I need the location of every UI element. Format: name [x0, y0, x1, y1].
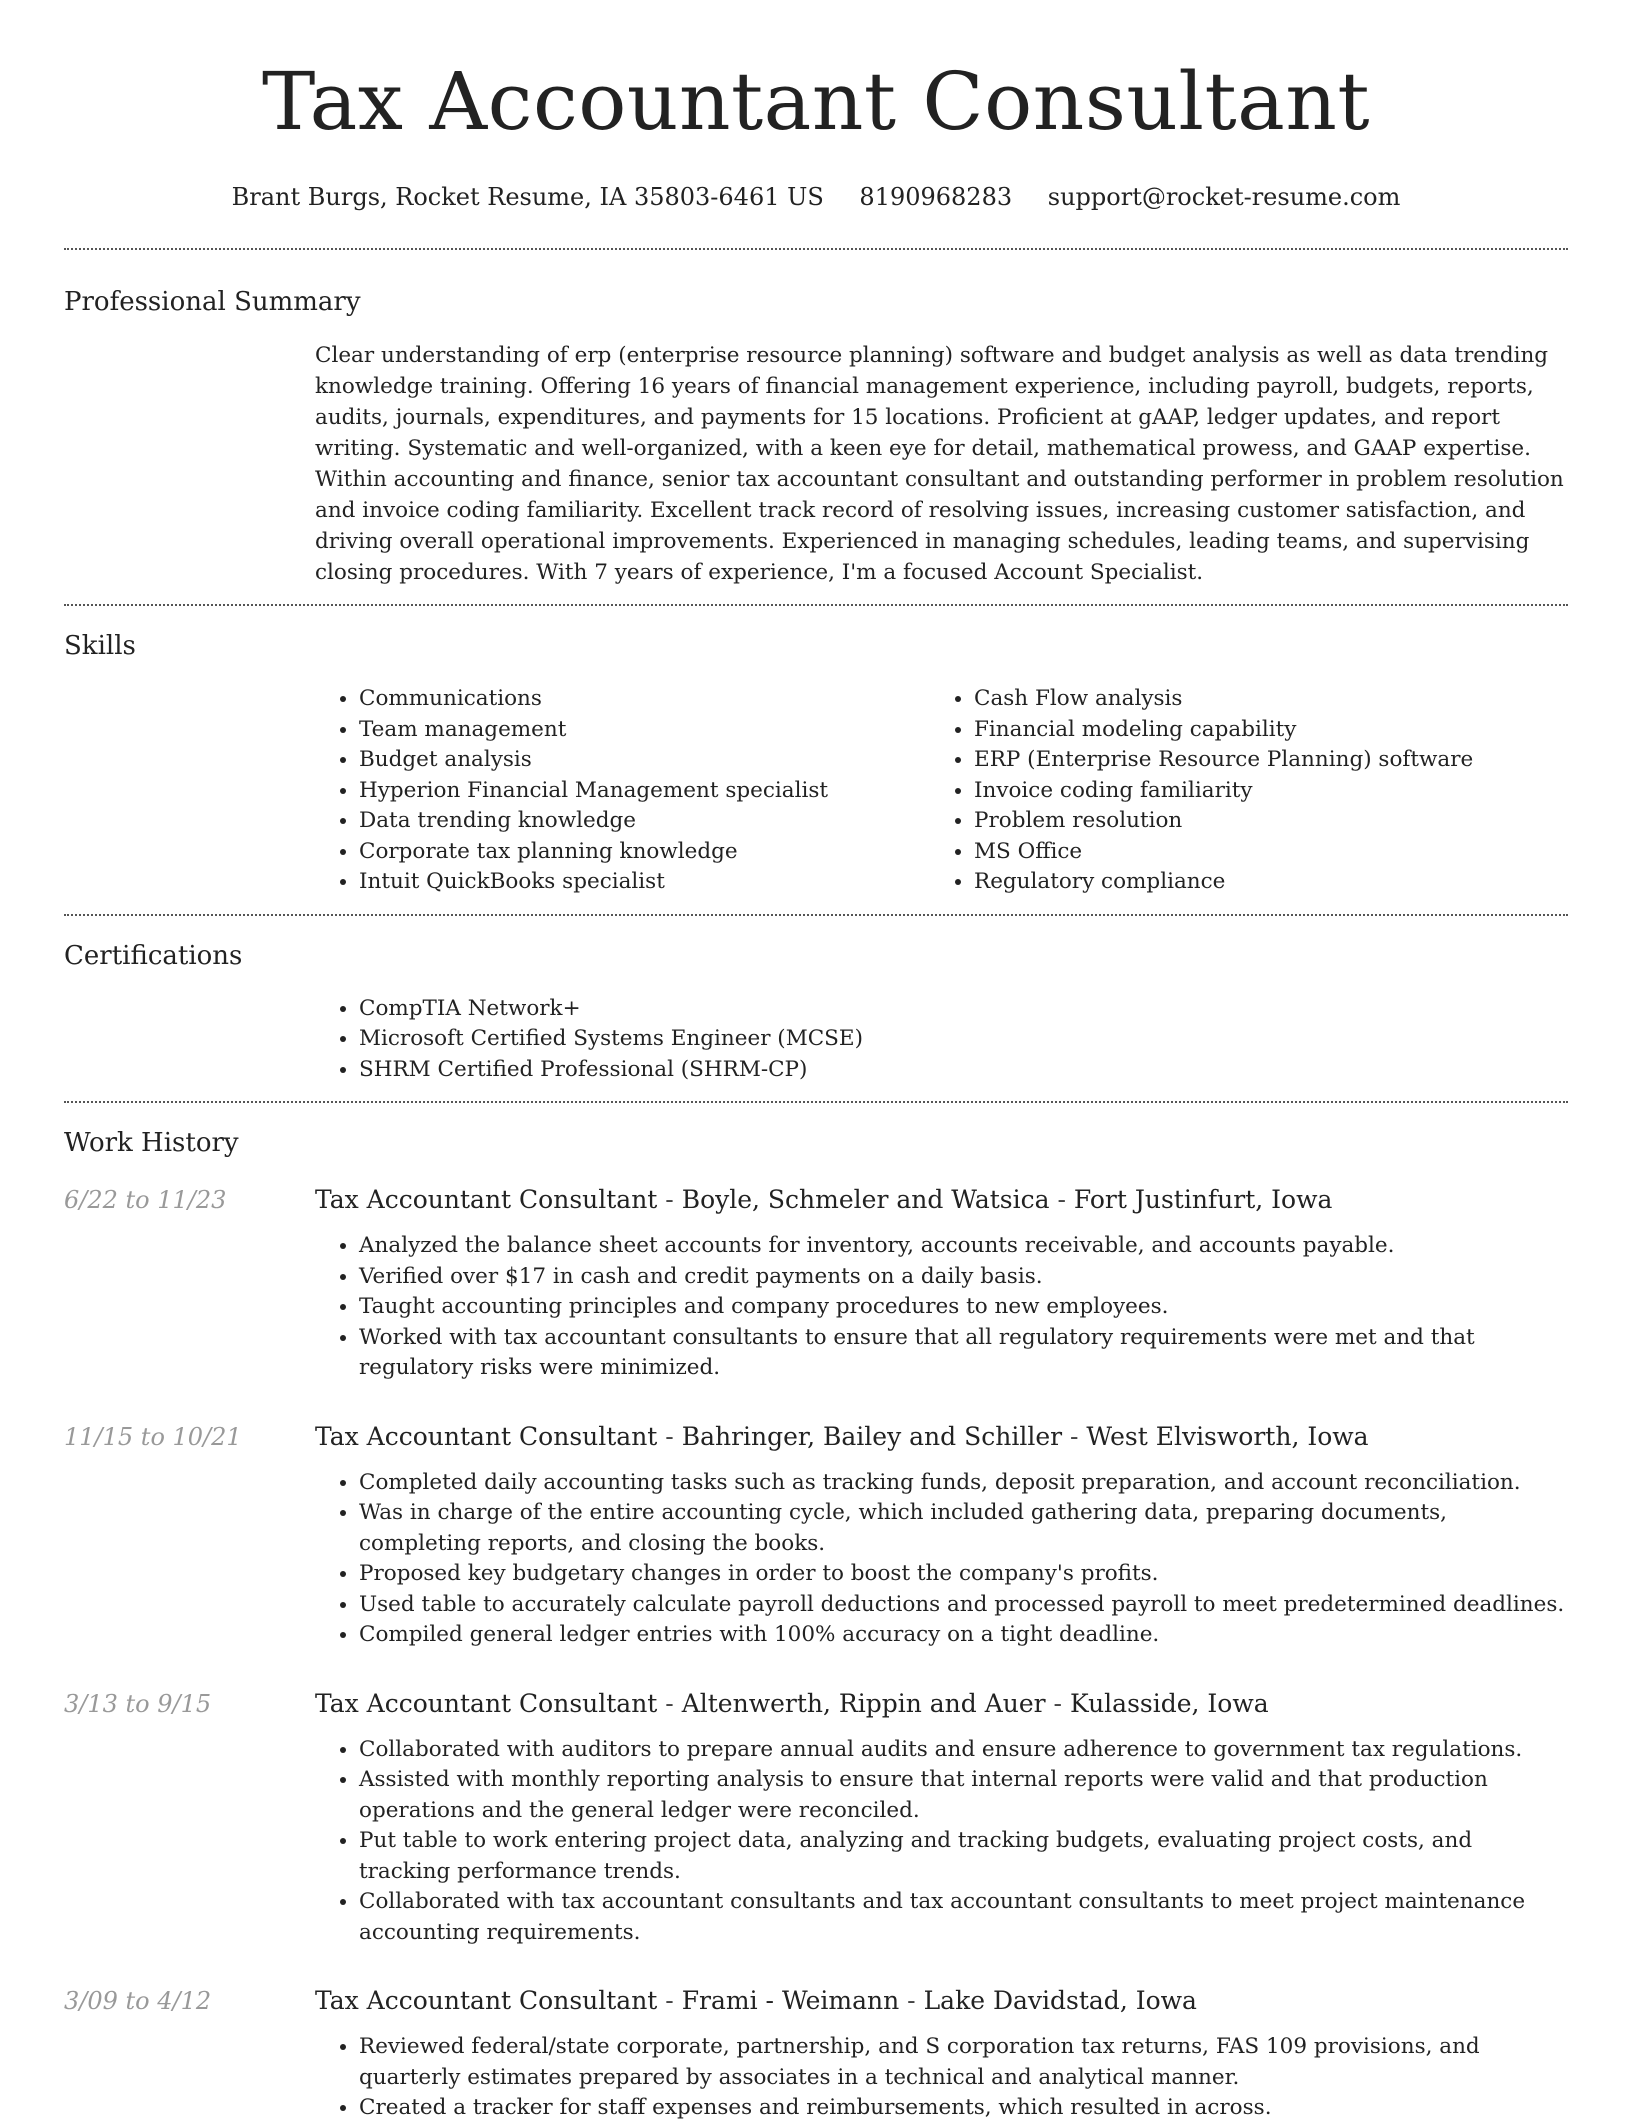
skill-item: • Data trending knowledge: [359, 806, 930, 837]
certifications-list: [315, 994, 1568, 1086]
job-heading: Tax Accountant Consultant - Bahringer, Bailey and Schiller - West Elvisworth, Iowa: [315, 1421, 1369, 1451]
contact-line: [64, 180, 1568, 214]
skill-item: • Cash Flow analysis: [974, 684, 1545, 715]
job-bullet: • Was in charge of the entire accounting cycle, which included gathering data, preparing documents, completing reports, and closing the books.: [359, 1498, 1568, 1559]
job-bullet: • Collaborated with auditors to prepare annual audits and ensure adherence to government tax regulations.: [359, 1735, 1568, 1766]
skill-item: • Hyperion Financial Management specialist: [359, 776, 930, 807]
skill-item: • ERP (Enterprise Resource Planning) software: [974, 745, 1545, 776]
job-location: Lake Davidstad, Iowa: [923, 1986, 1197, 2015]
job-role: Tax Accountant Consultant: [315, 1986, 658, 2015]
job-bullet: • Assisted with monthly reporting analysis to ensure that internal reports were valid and that production operations and the general ledger were reconciled.: [359, 1765, 1568, 1826]
skill-item: • Invoice coding familiarity: [974, 776, 1545, 807]
job-entry: [64, 1420, 1568, 1651]
job-bullet: • Collaborated with tax accountant consultants and tax accountant consultants to meet project maintenance accounting requirements.: [359, 1887, 1568, 1948]
skill-item: • Communications: [359, 684, 930, 715]
certification-item: • SHRM Certified Professional (SHRM-CP): [359, 1055, 1568, 1086]
certifications-heading: Certifications: [64, 940, 243, 971]
work-history-heading: Work History: [64, 1128, 239, 1158]
skill-item: • Budget analysis: [359, 745, 930, 776]
summary-heading: Professional Summary: [64, 287, 361, 317]
job-heading: Tax Accountant Consultant - Frami - Weimann - Lake Davidstad, Iowa: [315, 1986, 1197, 2015]
job-company: Frami - Weimann: [681, 1986, 900, 2015]
skills-left-column: [315, 684, 930, 898]
job-bullet: • Compiled general ledger entries with 100% accuracy on a tight deadline.: [359, 1620, 1568, 1651]
summary-text: Clear understanding of erp (enterprise resource planning) software and budget analysis as well as data trending knowledge training. Offering 16 years of financial management experience, including payroll, budgets, reports, audits, journals, expenditures, and payments for 15 locations. Proficient at gAAP, ledger updates, and report writing. Systematic and well-organized, with a keen eye for detail, mathematical prowess, and GAAP expertise. Within accounting and finance, senior tax accountant consultant and outstanding performer in problem resolution and invoice coding familiarity. Excellent track record of resolving issues, increasing customer satisfaction, and driving overall operational improvements. Experienced in managing schedules, leading teams, and supervising closing procedures. With 7 years of experience, I'm a focused Account Specialist.: [315, 343, 1564, 585]
job-company: Boyle, Schmeler and Watsica: [681, 1185, 1050, 1214]
job-dates: 11/15 to 10/21: [64, 1422, 242, 1451]
job-bullet: • Analyzed the balance sheet accounts for inventory, accounts receivable, and accounts payable.: [359, 1231, 1568, 1262]
job-entry: [64, 1984, 1568, 2124]
skill-item: • MS Office: [974, 837, 1545, 868]
skill-item: • Regulatory compliance: [974, 867, 1545, 898]
job-location: West Elvisworth, Iowa: [1086, 1421, 1369, 1451]
skill-item: • Intuit QuickBooks specialist: [359, 867, 930, 898]
job-bullets: [315, 1231, 1568, 1384]
job-role: Tax Accountant Consultant: [315, 1421, 658, 1451]
skills-list: [315, 684, 1568, 898]
skill-item: • Financial modeling capability: [974, 715, 1545, 746]
job-entry: [64, 1183, 1568, 1384]
job-bullet: • Used table to accurately calculate payroll deductions and processed payroll to meet predetermined deadlines.: [359, 1590, 1568, 1621]
job-bullet: • Created a tracker for staff expenses and reimbursements, which resulted in across.: [359, 2093, 1568, 2124]
job-bullets: [315, 1735, 1568, 1949]
job-heading: Tax Accountant Consultant - Altenwerth, Rippin and Auer - Kulasside, Iowa: [315, 1688, 1269, 1718]
skills-right-column: [930, 684, 1545, 898]
job-bullet: • Taught accounting principles and company procedures to new employees.: [359, 1292, 1568, 1323]
job-dates: 3/13 to 9/15: [64, 1689, 212, 1718]
resume-title: Tax Accountant Consultant: [261, 55, 1370, 148]
contact-address: Brant Burgs, Rocket Resume, IA 35803-6461 US: [231, 183, 824, 211]
job-dates: 3/09 to 4/12: [64, 1987, 212, 2015]
contact-phone: 8190968283: [859, 183, 1013, 211]
job-bullet: • Worked with tax accountant consultants to ensure that all regulatory requirements were met and that regulatory risks were minimized.: [359, 1323, 1568, 1384]
job-entry: [64, 1687, 1568, 1949]
job-bullet: • Reviewed federal/state corporate, partnership, and S corporation tax returns, FAS 109 provisions, and quarterly estimates prepared by associates in a technical and analytical manner.: [359, 2032, 1568, 2093]
skills-heading: Skills: [64, 631, 136, 661]
resume-page: [64, 0, 1568, 2124]
job-location: Fort Justinfurt, Iowa: [1073, 1185, 1333, 1214]
job-role: Tax Accountant Consultant: [315, 1688, 658, 1718]
job-bullets: [315, 1468, 1568, 1651]
job-bullets: [315, 2032, 1568, 2124]
skill-item: • Problem resolution: [974, 806, 1545, 837]
job-bullet: • Proposed key budgetary changes in order to boost the company's profits.: [359, 1559, 1568, 1590]
skill-item: • Corporate tax planning knowledge: [359, 837, 930, 868]
job-bullet: • Verified over $17 in cash and credit payments on a daily basis.: [359, 1262, 1568, 1293]
job-heading: Tax Accountant Consultant - Boyle, Schmeler and Watsica - Fort Justinfurt, Iowa: [315, 1185, 1333, 1214]
job-role: Tax Accountant Consultant: [315, 1185, 658, 1214]
job-bullet: • Put table to work entering project data, analyzing and tracking budgets, evaluating project costs, and tracking performance trends.: [359, 1826, 1568, 1887]
skill-item: • Team management: [359, 715, 930, 746]
certification-item: • CompTIA Network+: [359, 994, 1568, 1025]
job-dates: 6/22 to 11/23: [64, 1186, 227, 1214]
job-bullet: • Completed daily accounting tasks such as tracking funds, deposit preparation, and account reconciliation.: [359, 1468, 1568, 1499]
contact-email: support@rocket-resume.com: [1047, 183, 1401, 211]
job-location: Kulasside, Iowa: [1069, 1688, 1269, 1718]
job-company: Bahringer, Bailey and Schiller: [681, 1421, 1063, 1451]
job-company: Altenwerth, Rippin and Auer: [681, 1688, 1046, 1718]
certification-item: • Microsoft Certified Systems Engineer (MCSE): [359, 1024, 1568, 1055]
